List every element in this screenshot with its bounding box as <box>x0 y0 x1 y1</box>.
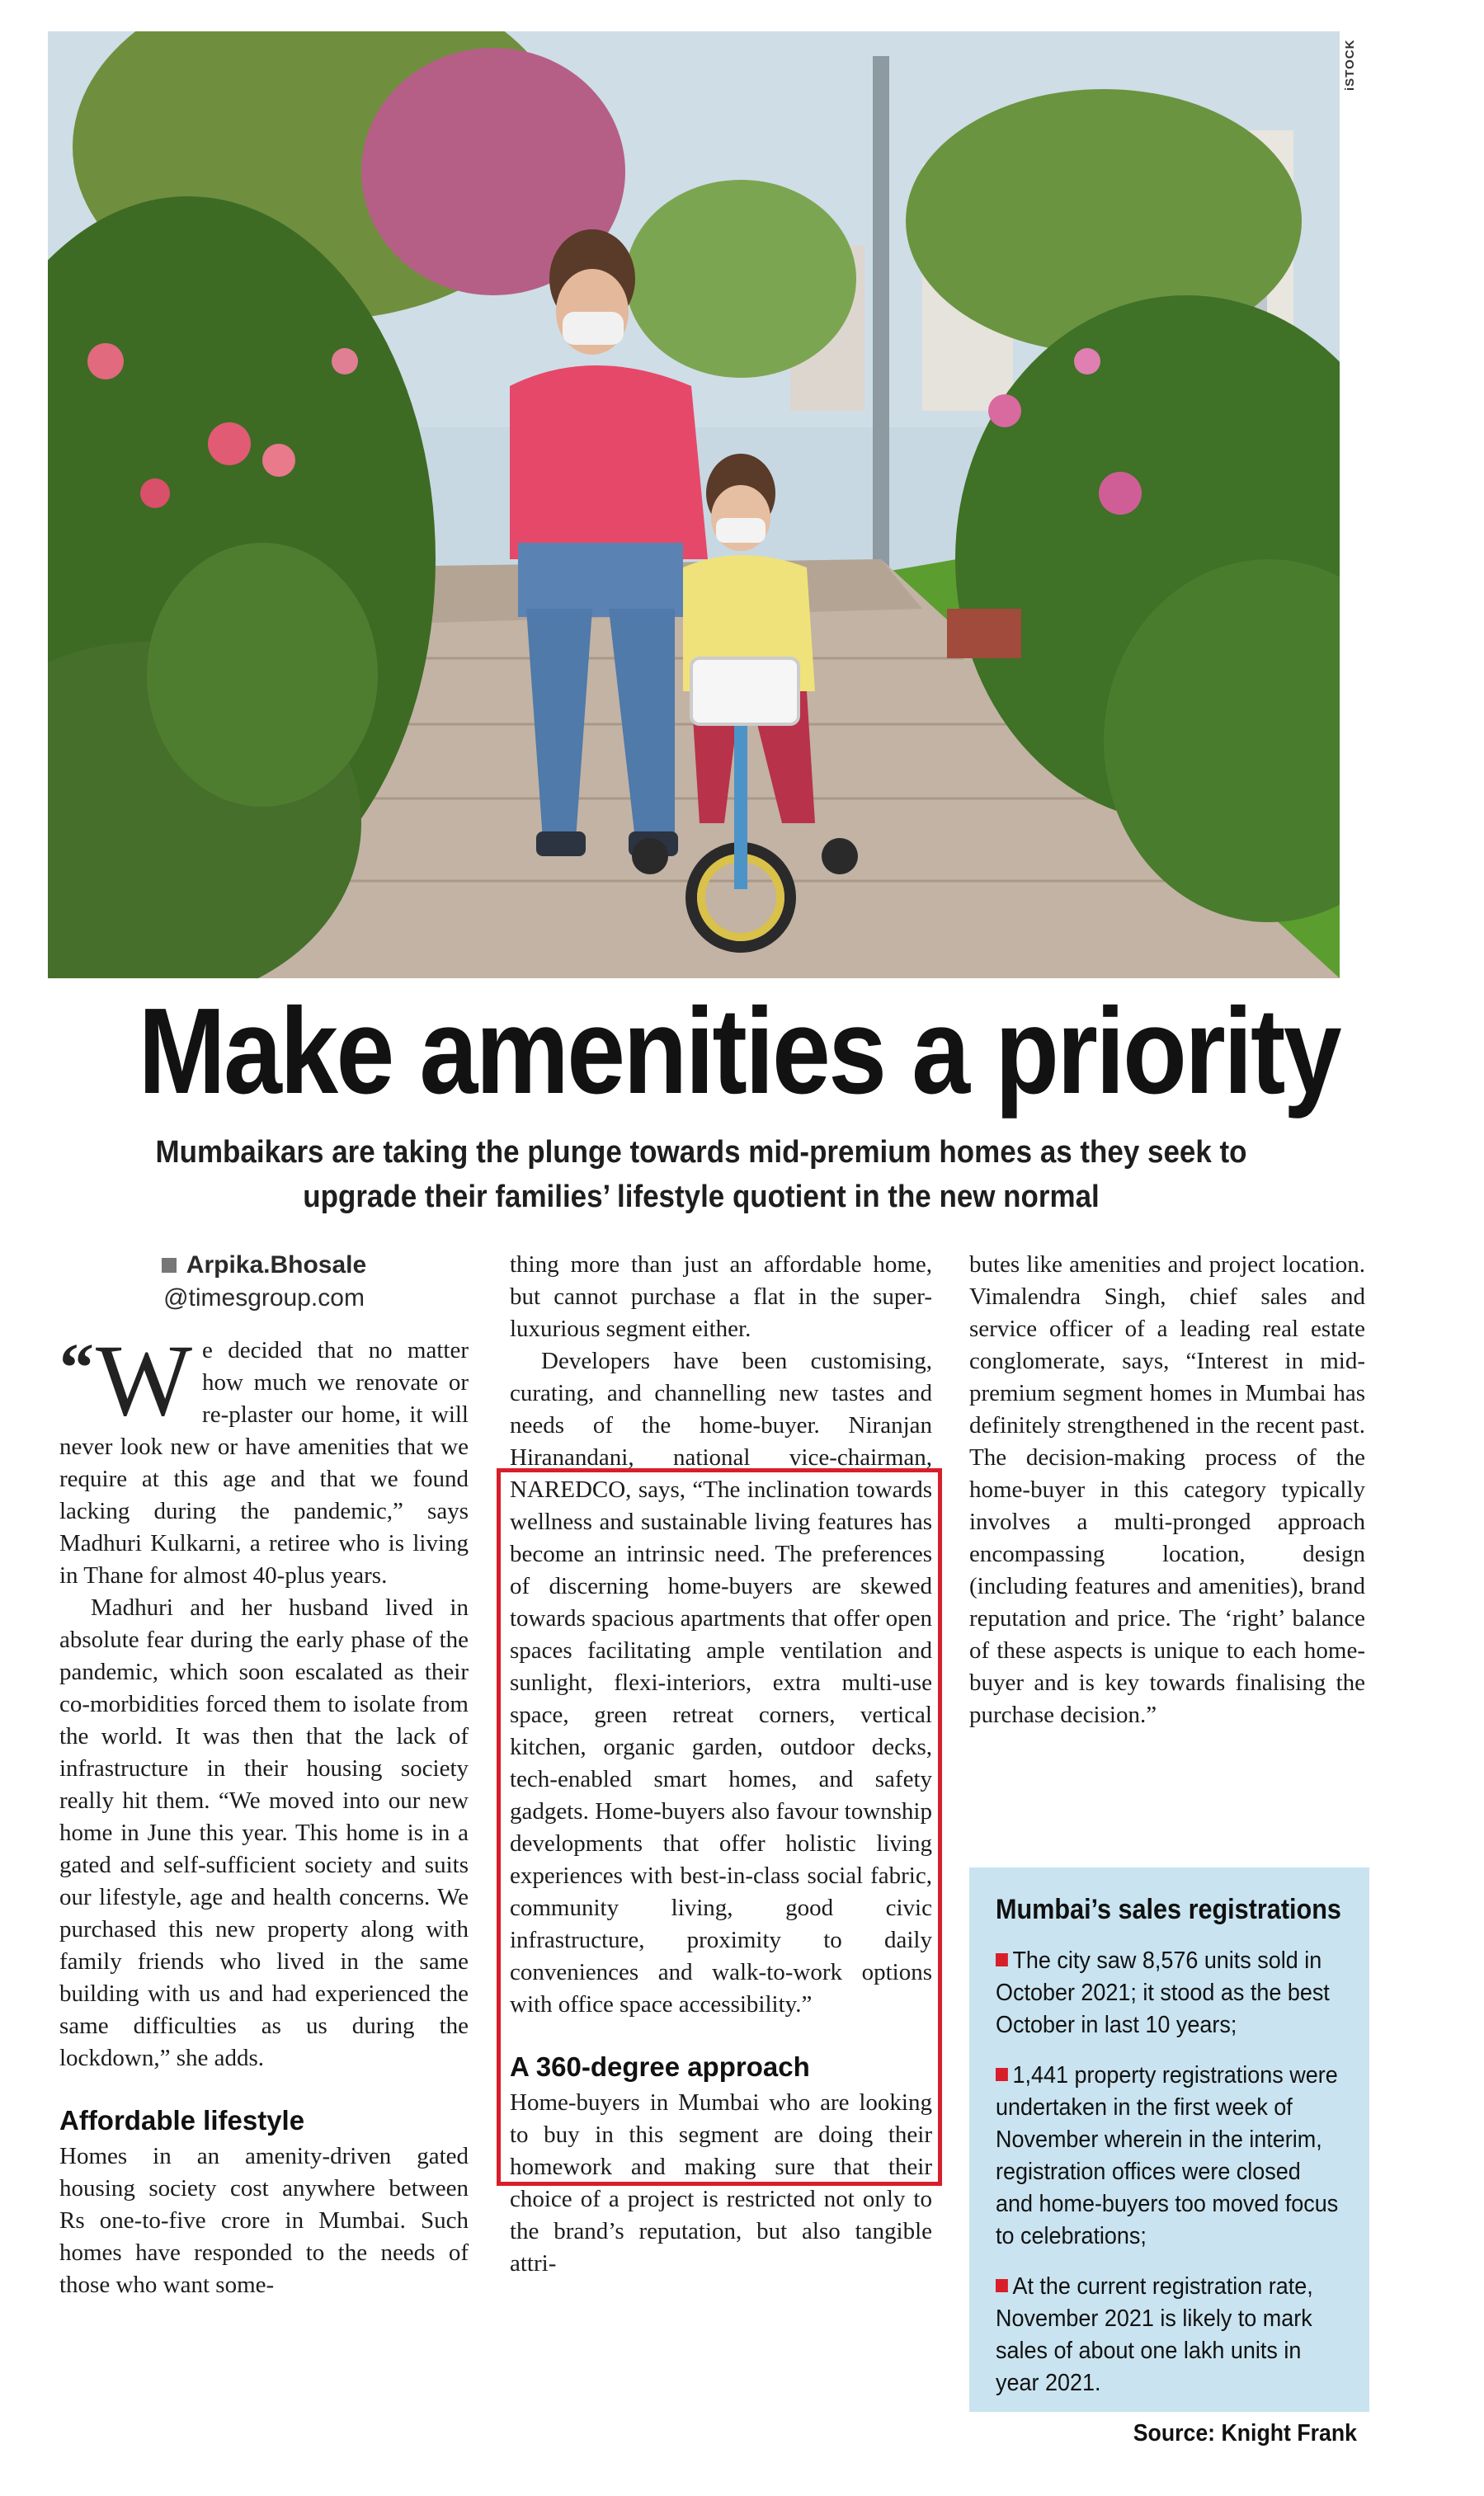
column-3 <box>969 1249 1365 1731</box>
sidebar-item-text: The city saw 8,576 units sold in October 2021; it stood as the best October in last 10 years; <box>996 1947 1330 2038</box>
column-2 <box>510 1249 932 2280</box>
column-1 <box>59 1249 469 2301</box>
source-credit: Source: Knight Frank <box>1133 2420 1357 2447</box>
sales-registrations-sidebar <box>969 1867 1369 2412</box>
subhead-affordable-lifestyle: Affordable lifestyle <box>59 2105 305 2136</box>
photo-credit: iSTOCK <box>1343 39 1357 91</box>
byline <box>59 1249 469 1315</box>
red-square-bullet-icon <box>996 2068 1008 2081</box>
sidebar-list-item <box>996 2271 1340 2399</box>
sidebar-item-text: 1,441 property registrations were undertaken in the first week of November wherein in the interim, registration offices were closed and home-buyers too moved focus to celebrations; <box>996 2062 1339 2249</box>
hero-photo <box>48 31 1340 978</box>
intro-paragraph-wrap <box>59 1324 469 1592</box>
article-paragraph: e decided that no matter how much we renovate or re-plaster our home, it will never look new or have amenities that we require at this age and that we found lacking during the pandemic,” says Madhuri Kulkarni, a retiree who is living in Thane for almost 40-plus years. <box>59 1337 469 1589</box>
park-scene-illustration <box>48 31 1340 978</box>
article-paragraph: Homes in an amenity-driven gated housing society cost anywhere between Rs one-to-five crore in Mumbai. Such homes have responded to the needs of those who want some- <box>59 2143 469 2298</box>
red-square-bullet-icon <box>996 1953 1008 1966</box>
article-paragraph: Developers have been customising, curating, and channelling new tastes and needs of the home-buyer. Niranjan Hiranandani, national vice-chairman, NAREDCO, says, “The inclination towards wellness and sustainable living features has become an intrinsic need. The preferences of discerning home-buyers are skewed towards spacious apartments that offer open spaces facilitating ample ventilation and sunlight, flexi-interiors, extra multi-use space, green retreat corners, vertical kitchen, organic garden, outdoor decks, tech-enabled smart homes, and safety gadgets. Home-buyers also favour township developments that offer holistic living experiences with best-in-class social fabric, community living, good civic infrastructure, proximity to daily conveniences and walk-to-work options with office space accessibility.” <box>510 1348 932 2018</box>
sidebar-list-item <box>996 1945 1340 2042</box>
headline: Make amenities a priority <box>138 983 1340 1119</box>
sidebar-list <box>996 1945 1341 2399</box>
sidebar-list-item <box>996 2060 1340 2253</box>
open-quote-mark: “ <box>59 1330 94 1406</box>
sidebar-item-text: At the current registration rate, November 2021 is likely to mark sales of about one lakh units in year 2021. <box>996 2273 1313 2396</box>
subhead-360-approach: A 360-degree approach <box>510 2051 810 2082</box>
byline-square-icon <box>162 1258 177 1273</box>
drop-cap: W <box>96 1324 193 1437</box>
byline-name: Arpika.Bhosale <box>186 1251 367 1279</box>
article-paragraph: Madhuri and her husband lived in absolute fear during the early phase of the pandemic, which soon escalated as their co-morbidities forced them to isolate from the world. It was then that the lack of infrastructure in their housing society really hit them. “We moved into our new home in June this year. This home is in a gated and self-sufficient society and suits our lifestyle, age and health concerns. We purchased this new property along with family friends who lived in the same building with us and had experienced the same difficulties as us during the lockdown,” she adds. <box>59 1594 469 2071</box>
sidebar-title: Mumbai’s sales registrations <box>996 1894 1341 1925</box>
article-paragraph: thing more than just an affordable home, but cannot purchase a flat in the super-luxurious segment either. <box>510 1251 932 1342</box>
deck: Mumbaikars are taking the plunge towards mid-premium homes as they seek to upgrade their families’ lifestyle quotient in the new normal <box>155 1135 1247 1214</box>
article-paragraph: butes like amenities and project location. Vimalendra Singh, chief sales and service officer of a leading real estate conglomerate, says, “Interest in mid-premium segment homes in Mumbai has definitely strengthened in the recent past. The decision-making process of the home-buyer in this category typically involves a multi-pronged approach encompassing location, design (including features and amenities), brand reputation and price. The ‘right’ balance of these aspects is unique to each home-buyer and is key towards finalising the purchase decision.” <box>969 1251 1365 1728</box>
red-square-bullet-icon <box>996 2279 1008 2292</box>
byline-email: @timesgroup.com <box>163 1284 365 1312</box>
article-paragraph: Home-buyers in Mumbai who are looking to buy in this segment are doing their homework and making sure that their choice of a project is restricted not only to the brand’s reputation, but also tangible attri- <box>510 2089 932 2277</box>
